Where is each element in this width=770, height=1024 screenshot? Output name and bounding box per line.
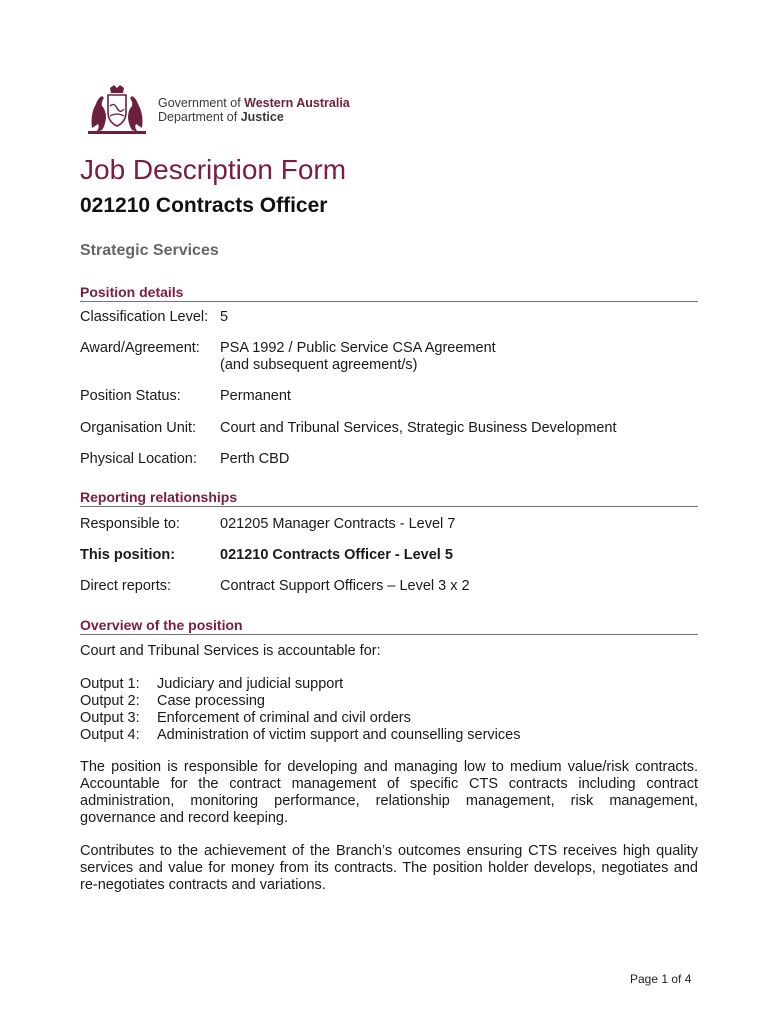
list-item — [80, 676, 520, 693]
overview-paragraph-1: The position is responsible for developing and managing low to medium value/risk contracts. Accountable for the contract management of specific CTS contracts including contract administration, monitoring performance, relationship management, risk management, governance and record keeping. — [80, 759, 698, 826]
list-item — [80, 727, 520, 744]
row-value: 021205 Manager Contracts - Level 7 — [220, 516, 456, 532]
output-label: Output 2: — [80, 693, 140, 709]
output-text: Administration of victim support and counselling services — [157, 727, 521, 743]
output-text: Enforcement of criminal and civil orders — [157, 710, 411, 726]
overview-heading: Overview of the position — [80, 617, 698, 635]
row-label: Organisation Unit: — [80, 420, 197, 436]
row-value: Contract Support Officers – Level 3 x 2 — [220, 578, 470, 594]
list-item — [80, 693, 520, 710]
status-row — [80, 388, 291, 404]
gov-prefix: Government of — [158, 96, 245, 110]
row-value: PSA 1992 / Public Service CSA Agreement — [220, 340, 496, 356]
position-details-heading: Position details — [80, 284, 698, 302]
reporting-heading: Reporting relationships — [80, 489, 698, 507]
list-item — [80, 710, 520, 727]
output-text: Judiciary and judicial support — [157, 676, 344, 692]
row-label: This position: — [80, 547, 176, 563]
classification-row — [80, 309, 229, 325]
position-title: 021210 Contracts Officer — [80, 194, 328, 217]
row-label: Position Status: — [80, 388, 181, 404]
direct-reports-row — [80, 578, 470, 594]
location-row — [80, 451, 290, 467]
row-value: (and subsequent agreement/s) — [220, 357, 418, 373]
org-unit-row — [80, 420, 617, 436]
wa-coat-of-arms-icon — [84, 84, 150, 136]
page-number: Page 1 of 4 — [630, 972, 692, 986]
row-value: 5 — [220, 309, 229, 325]
award-row-continued — [80, 357, 418, 373]
responsible-to-row — [80, 516, 456, 532]
row-label: Physical Location: — [80, 451, 197, 467]
row-value: Court and Tribunal Services, Strategic Business Development — [220, 420, 617, 436]
overview-intro: Court and Tribunal Services is accountable for: — [80, 643, 381, 659]
letterhead — [84, 84, 350, 136]
row-label: Classification Level: — [80, 309, 209, 325]
row-label: Direct reports: — [80, 578, 172, 594]
department-name — [158, 96, 350, 124]
output-label: Output 4: — [80, 727, 140, 743]
output-label: Output 1: — [80, 676, 140, 692]
award-row — [80, 340, 496, 356]
overview-paragraph-2: Contributes to the achievement of the Branch’s outcomes ensuring CTS receives high quality services and value for money from its contracts. The position holder develops, negotiates and re-negotiates contracts and variations. — [80, 843, 698, 893]
outputs-list — [80, 676, 520, 744]
row-value: Permanent — [220, 388, 291, 404]
form-title: Job Description Form — [80, 154, 347, 185]
row-label: Responsible to: — [80, 516, 180, 532]
output-text: Case processing — [157, 693, 265, 709]
row-value: 021210 Contracts Officer - Level 5 — [220, 547, 453, 563]
output-label: Output 3: — [80, 710, 140, 726]
dept-prefix: Department of — [158, 110, 241, 124]
gov-state: Western Australia — [244, 96, 350, 110]
row-value: Perth CBD — [220, 451, 290, 467]
this-position-row — [80, 547, 453, 563]
row-label: Award/Agreement: — [80, 340, 200, 356]
dept-name: Justice — [240, 110, 284, 124]
branch-name: Strategic Services — [80, 242, 219, 259]
